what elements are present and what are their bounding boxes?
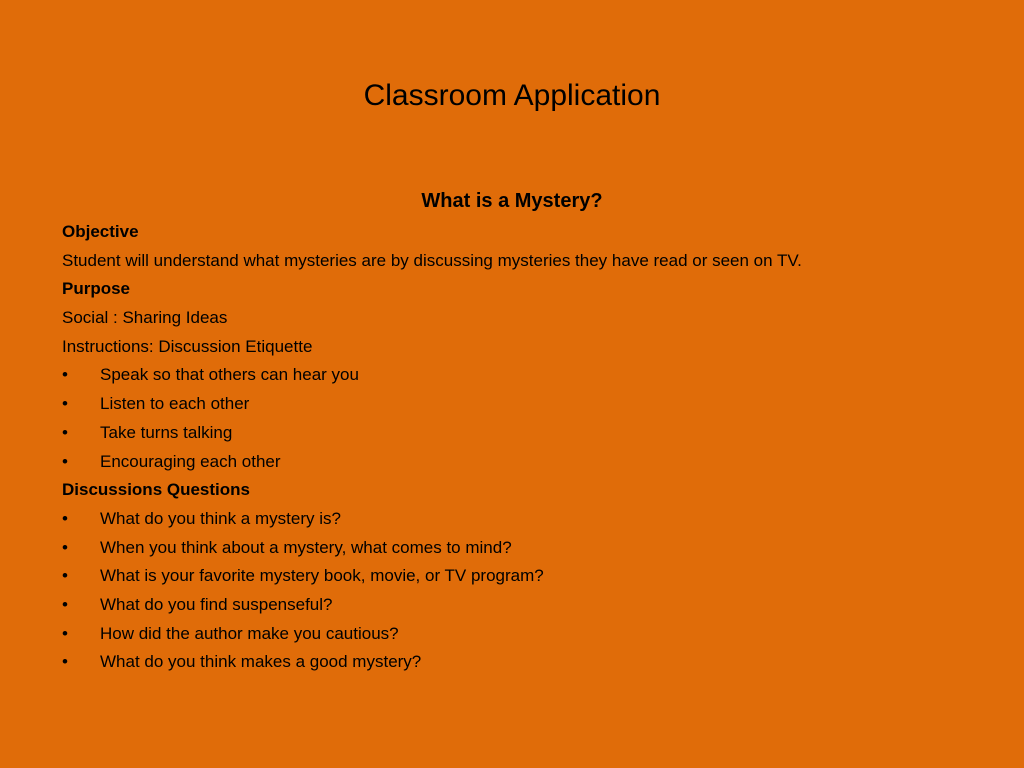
list-item (62, 648, 962, 677)
slide-title: Classroom Application (363, 79, 661, 112)
list-item-text: How did the author make you cautious? (100, 623, 399, 643)
list-item (62, 562, 962, 591)
list-item-text: When you think about a mystery, what comes to mind? (100, 537, 512, 557)
list-item (62, 620, 962, 649)
bullet-icon: • (62, 365, 68, 385)
purpose-text: Social : Sharing Ideas (62, 308, 228, 328)
objective-heading: Objective (62, 222, 139, 241)
bullet-icon: • (62, 594, 68, 614)
bullet-icon: • (62, 422, 68, 442)
list-item-text: What is your favorite mystery book, movie, or TV program? (100, 566, 544, 586)
list-item (62, 591, 962, 620)
list-item-text: What do you think makes a good mystery? (100, 652, 422, 672)
slide-content (62, 186, 962, 677)
slide-subtitle: What is a Mystery? (421, 190, 603, 212)
list-item-text: What do you think a mystery is? (100, 508, 341, 528)
list-item (62, 448, 962, 477)
list-item (62, 505, 962, 534)
bullet-icon: • (62, 652, 68, 672)
list-item-text: Listen to each other (100, 394, 250, 414)
list-item (62, 390, 962, 419)
list-item-text: Encouraging each other (100, 451, 281, 471)
bullet-icon: • (62, 451, 68, 471)
bullet-icon: • (62, 508, 68, 528)
list-item (62, 361, 962, 390)
objective-text: Student will understand what mysteries are by discussing mysteries they have read or seen on TV. (62, 250, 802, 270)
list-item-text: What do you find suspenseful? (100, 594, 333, 614)
questions-heading: Discussions Questions (62, 480, 250, 500)
bullet-icon: • (62, 623, 68, 643)
purpose-heading: Purpose (62, 279, 131, 299)
questions-list (62, 505, 962, 677)
bullet-icon: • (62, 394, 68, 414)
list-item (62, 534, 962, 563)
list-item-text: Take turns talking (100, 422, 233, 442)
list-item-text: Speak so that others can hear you (100, 365, 359, 385)
instructions-text: Instructions: Discussion Etiquette (62, 336, 313, 356)
bullet-icon: • (62, 566, 68, 586)
list-item (62, 419, 962, 448)
bullet-icon: • (62, 537, 68, 557)
etiquette-list (62, 361, 962, 476)
